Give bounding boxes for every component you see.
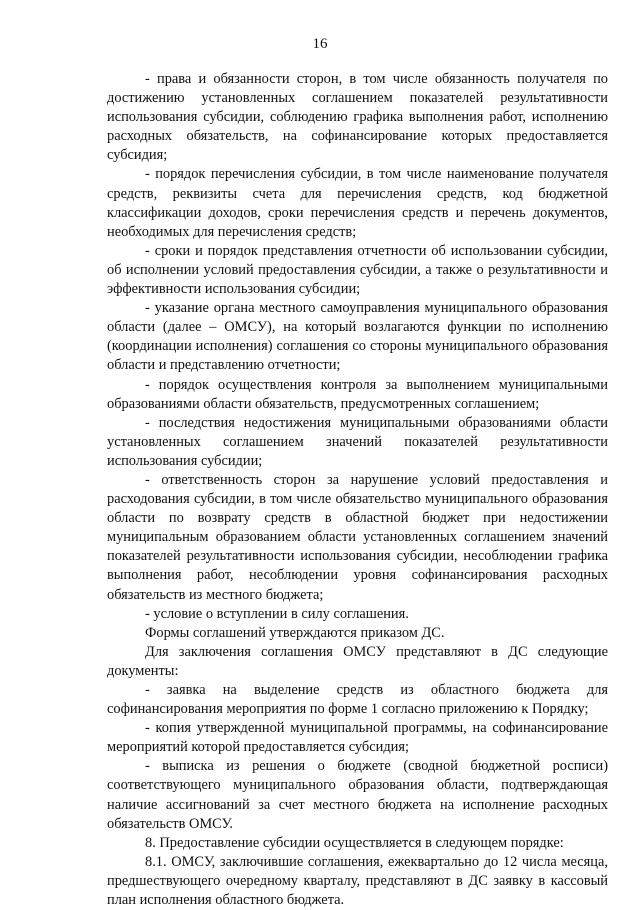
- paragraph-section-8-1: 8.1. ОМСУ, заключившие соглашения, ежеквартально до 12 числа месяца, предшествующего очередному кварталу, представляют в ДС заявку в кассовый план исполнения областного бюджета.: [107, 853, 608, 909]
- paragraph-entry-into-force: - условие о вступлении в силу соглашения.: [145, 605, 409, 622]
- paragraph-agreement-forms: Формы соглашений утверждаются приказом ДС.: [145, 624, 445, 641]
- paragraph-program-copy: - копия утвержденной муниципальной программы, на софинансирование мероприятий которой предоставляется субсидия;: [107, 720, 608, 756]
- document-body: [107, 70, 608, 910]
- paragraph-section-8: 8. Предоставление субсидии осуществляется в следующем порядке:: [145, 834, 564, 851]
- paragraph-funding-request: - заявка на выделение средств из областного бюджета для софинансирования мероприятия по форме 1 согласно приложению к Порядку;: [107, 682, 608, 718]
- paragraph-control-procedure: - порядок осуществления контроля за выполнением муниципальными образованиями области обязательств, предусмотренных соглашением;: [107, 376, 608, 412]
- paragraph-budget-extract: - выписка из решения о бюджете (сводной бюджетной росписи) соответствующего муниципального образования области, подтверждающая наличие ассигнований за счет местного бюджета на исполнение расходных обязательств ОМСУ.: [107, 758, 608, 832]
- page-number: 16: [312, 36, 328, 52]
- paragraph-omsu-designation: - указание органа местного самоуправления муниципального образования области (далее – ОМСУ), на который возлагаются функции по исполнению (координации исполнения) соглашения со стороны муниципального образования области и представлению отчетности;: [107, 300, 608, 374]
- paragraph-rights-obligations: - права и обязанности сторон, в том числе обязанность получателя по достижению установленных соглашением показателей результативности использования субсидии, соблюдению графика выполнения работ, исполнению расходных обязательств, на софинансирование которых предоставляется субсидия;: [107, 71, 608, 164]
- paragraph-reporting-terms: - сроки и порядок представления отчетности об использовании субсидии, об исполнении условий предоставления субсидии, а также о результативности и эффективности использования субсидии;: [107, 242, 608, 298]
- paragraph-parties-liability: - ответственность сторон за нарушение условий предоставления и расходования субсидии, в том числе обязательство муниципального образования области по возврату средств в областной бюджет при недостижении муниципальным образованием области установленных соглашением значений показателей результативности использования субсидии, несоблюдении графика выполнения работ, несоблюдении уровня софинансирования расходных обязательств из местного бюджета;: [107, 471, 608, 603]
- paragraph-non-achievement-consequences: - последствия недостижения муниципальными образованиями области установленных соглашением значений показателей результативности использования субсидии;: [107, 414, 608, 469]
- paragraph-transfer-procedure: - порядок перечисления субсидии, в том числе наименование получателя средств, реквизиты счета для перечисления средств, код бюджетной классификации доходов, сроки перечисления средств и перечень документов, необходимых для перечисления средств;: [107, 166, 608, 240]
- paragraph-required-documents: Для заключения соглашения ОМСУ представляют в ДС следующие документы:: [107, 643, 608, 679]
